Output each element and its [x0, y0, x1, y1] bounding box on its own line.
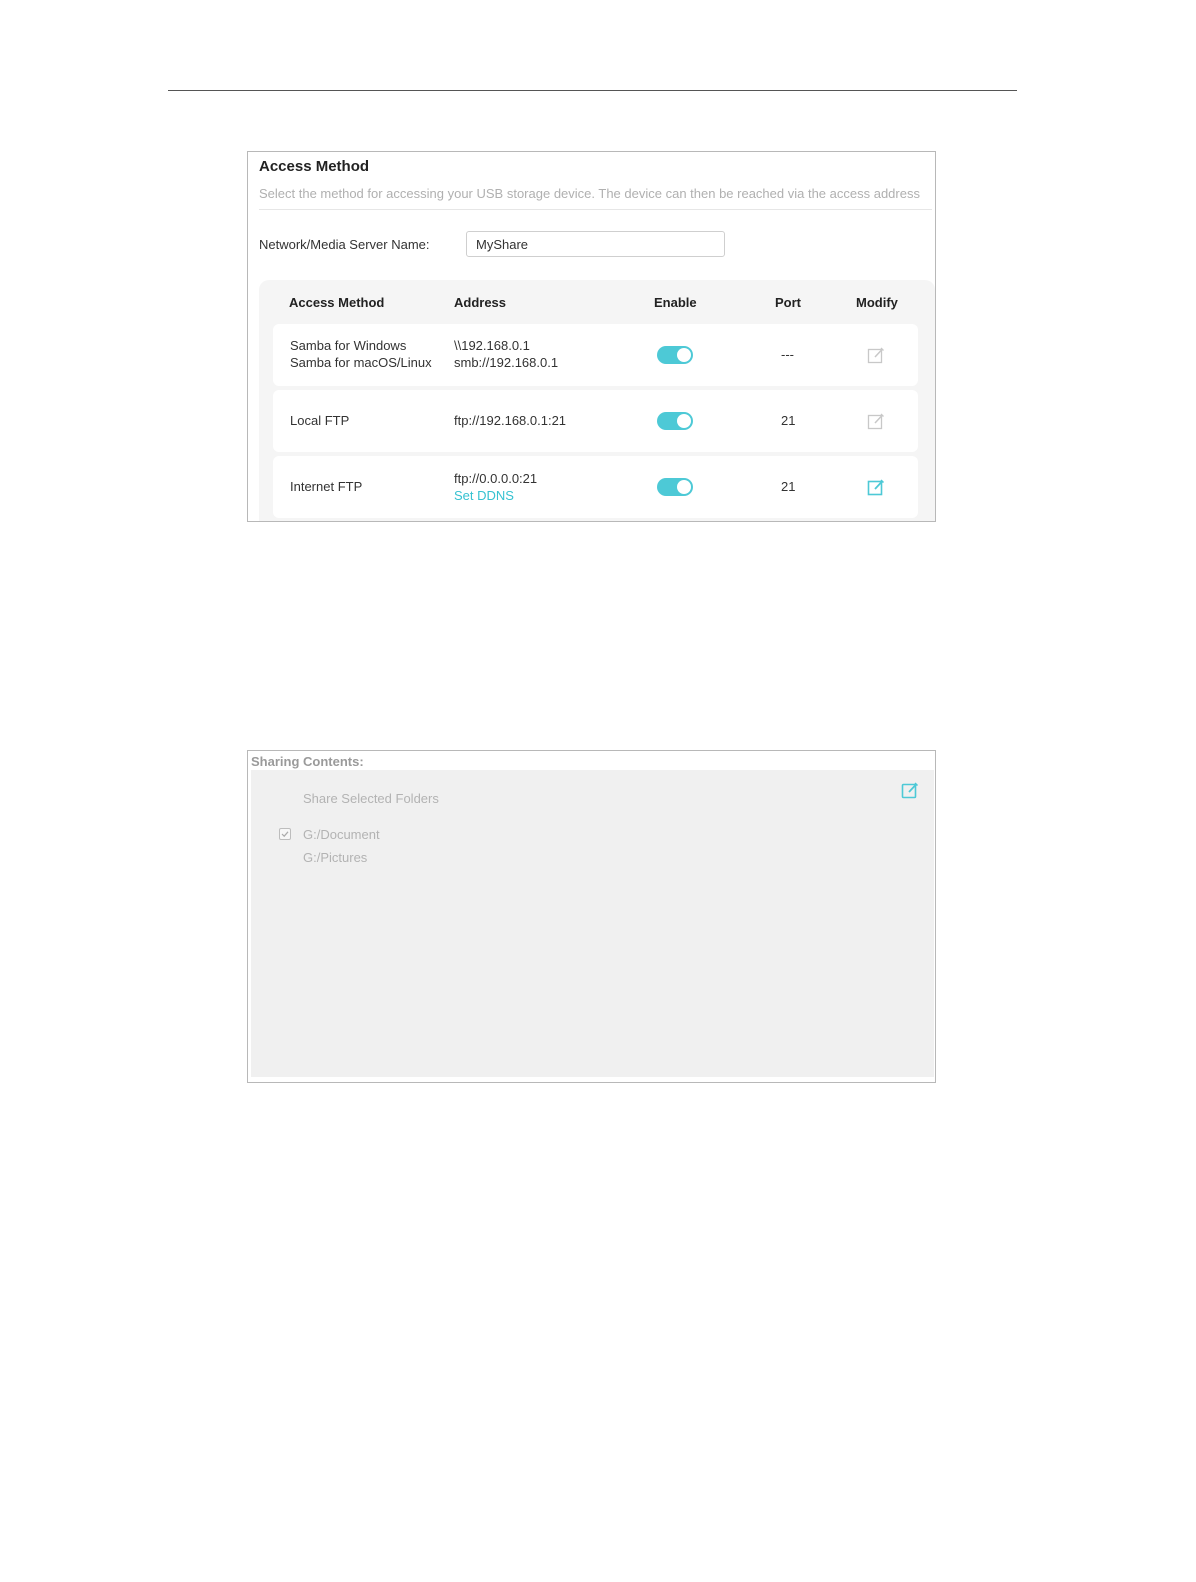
column-header-address: Address — [454, 295, 507, 310]
sharing-contents-area — [251, 770, 934, 1077]
method-samba-macos-linux: Samba for macOS/Linux — [290, 355, 432, 370]
folder-item: G:/Document — [303, 827, 380, 842]
access-method-table — [259, 280, 935, 522]
sharing-contents-title: Sharing Contents: — [251, 754, 364, 769]
table-row-samba — [273, 324, 918, 386]
edit-icon[interactable] — [867, 412, 885, 430]
address-samba-windows: \\192.168.0.1 — [454, 338, 530, 353]
toggle-knob — [677, 480, 691, 494]
toggle-knob — [677, 348, 691, 362]
table-row-internet-ftp — [273, 456, 918, 518]
access-method-description: Select the method for accessing your USB storage device. The device can then be reached via the access address — [259, 186, 920, 201]
server-name-label: Network/Media Server Name: — [259, 237, 430, 252]
address-samba-smb: smb://192.168.0.1 — [454, 355, 559, 370]
divider — [259, 209, 932, 210]
method-local-ftp: Local FTP — [290, 413, 350, 428]
folders-checkbox[interactable] — [279, 828, 291, 840]
table-row-local-ftp — [273, 390, 918, 452]
column-header-port: Port — [775, 295, 801, 310]
access-method-title: Access Method — [259, 158, 370, 175]
edit-icon[interactable] — [867, 346, 885, 364]
share-selected-folders-label: Share Selected Folders — [303, 791, 439, 806]
enable-toggle-internet-ftp[interactable] — [657, 478, 693, 496]
port-samba: --- — [781, 347, 794, 362]
toggle-knob — [677, 414, 691, 428]
sharing-contents-panel — [247, 750, 936, 1083]
address-internet-ftp: ftp://0.0.0.0:21 — [454, 471, 538, 486]
column-header-modify: Modify — [856, 295, 898, 310]
method-samba-windows: Samba for Windows — [290, 338, 407, 353]
server-name-input[interactable] — [466, 231, 725, 257]
enable-toggle-local-ftp[interactable] — [657, 412, 693, 430]
column-header-access-method: Access Method — [289, 295, 385, 310]
access-method-panel — [247, 151, 936, 522]
enable-toggle-samba[interactable] — [657, 346, 693, 364]
method-internet-ftp: Internet FTP — [290, 479, 363, 494]
column-header-enable: Enable — [654, 295, 697, 310]
port-local-ftp: 21 — [781, 413, 796, 428]
edit-icon[interactable] — [901, 781, 919, 799]
port-internet-ftp: 21 — [781, 479, 796, 494]
page-header-rule — [168, 90, 1017, 91]
set-ddns-link[interactable]: Set DDNS — [454, 488, 514, 503]
address-local-ftp: ftp://192.168.0.1:21 — [454, 413, 567, 428]
edit-icon[interactable] — [867, 478, 885, 496]
folder-item: G:/Pictures — [303, 850, 368, 865]
check-icon — [280, 829, 290, 839]
